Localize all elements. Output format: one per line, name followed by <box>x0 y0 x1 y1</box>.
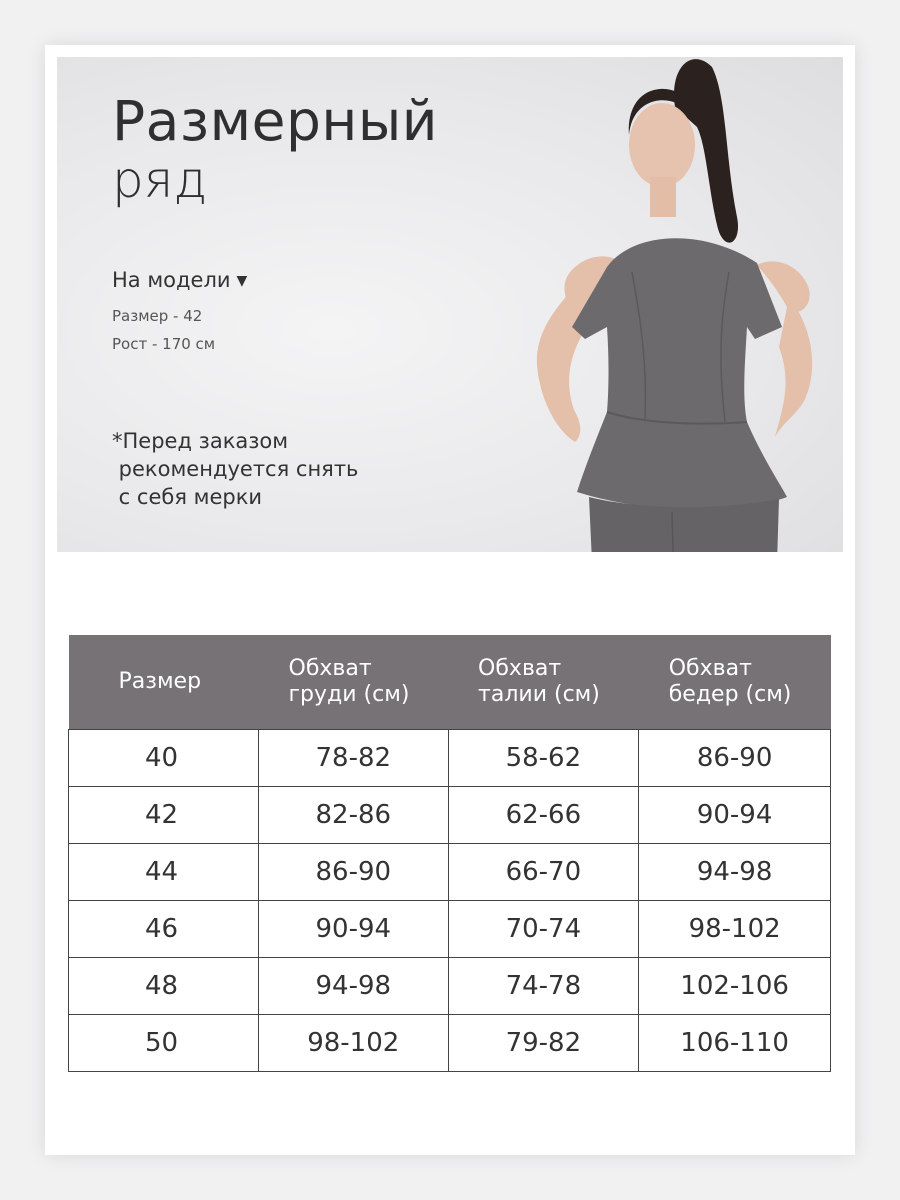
cell-chest: 94-98 <box>259 958 449 1015</box>
cell-chest: 82-86 <box>259 787 449 844</box>
table-header-row <box>69 635 831 730</box>
table-row <box>69 730 831 787</box>
cell-size: 44 <box>69 844 259 901</box>
table-row <box>69 787 831 844</box>
model-info-label: На модели <box>112 268 231 292</box>
table-row <box>69 901 831 958</box>
column-header-size: Размер <box>69 635 259 730</box>
cell-hips: 98-102 <box>639 901 831 958</box>
cell-chest: 86-90 <box>259 844 449 901</box>
right-arm <box>775 297 812 437</box>
cell-hips: 94-98 <box>639 844 831 901</box>
peplum-top <box>572 238 787 509</box>
cell-size: 46 <box>69 901 259 958</box>
head <box>629 103 695 187</box>
column-header-chest: Обхват груди (см) <box>259 635 449 730</box>
hero-banner <box>57 57 843 552</box>
model-info-heading <box>112 268 247 292</box>
column-header-waist: Обхват талии (см) <box>448 635 639 730</box>
cell-chest: 90-94 <box>259 901 449 958</box>
cell-size: 50 <box>69 1015 259 1072</box>
cell-waist: 58-62 <box>448 730 639 787</box>
table-row <box>69 1015 831 1072</box>
cell-hips: 90-94 <box>639 787 831 844</box>
model-size: Размер - 42 <box>112 307 203 325</box>
cell-size: 42 <box>69 787 259 844</box>
measurement-note: *Перед заказом рекомендуется снять с себя мерки <box>112 429 359 509</box>
column-header-hips: Обхват бедер (см) <box>639 635 831 730</box>
neck <box>650 177 676 217</box>
cell-waist: 66-70 <box>448 844 639 901</box>
cell-hips: 106-110 <box>639 1015 831 1072</box>
page-subtitle: ряд <box>112 151 208 209</box>
cell-size: 40 <box>69 730 259 787</box>
cell-chest: 98-102 <box>259 1015 449 1072</box>
cell-size: 48 <box>69 958 259 1015</box>
model-height: Рост - 170 см <box>112 335 216 353</box>
page-title: Размерный <box>112 89 438 153</box>
cell-waist: 79-82 <box>448 1015 639 1072</box>
caret-down-icon: ▼ <box>236 273 248 289</box>
cell-waist: 70-74 <box>448 901 639 958</box>
size-table <box>68 635 831 1072</box>
cell-waist: 62-66 <box>448 787 639 844</box>
cell-hips: 102-106 <box>639 958 831 1015</box>
table-row <box>69 958 831 1015</box>
table-row <box>69 844 831 901</box>
cell-hips: 86-90 <box>639 730 831 787</box>
model-photo <box>457 57 843 552</box>
cell-chest: 78-82 <box>259 730 449 787</box>
cell-waist: 74-78 <box>448 958 639 1015</box>
